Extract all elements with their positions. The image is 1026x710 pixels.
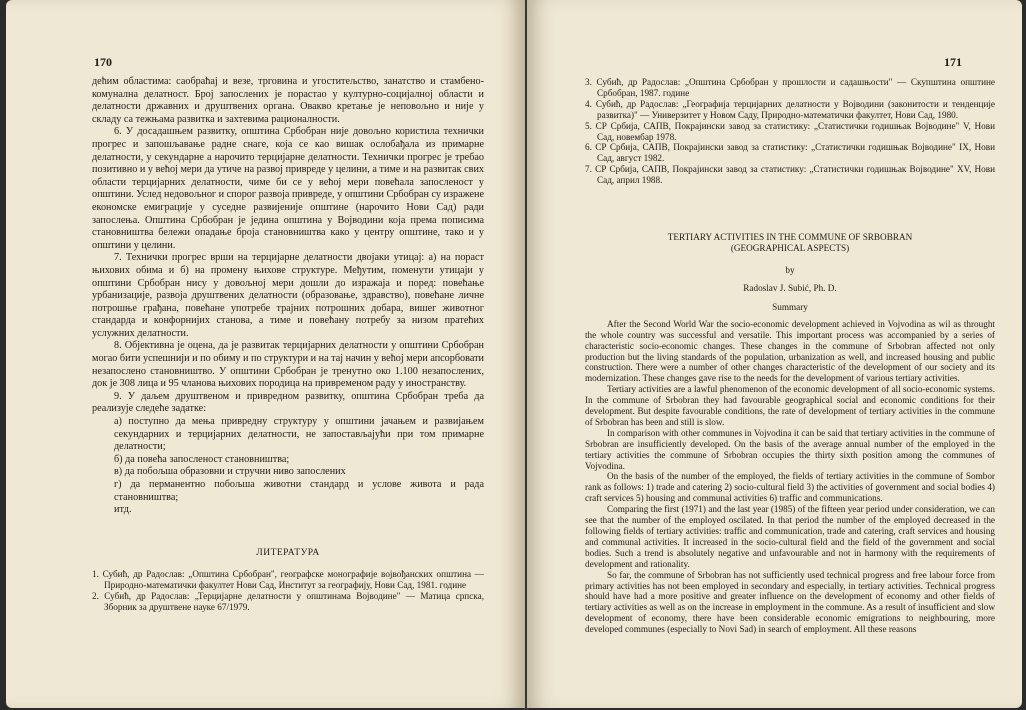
reference-item: 5. СР Србија, САПВ, Покрајински завод за статистику: „Статистички годишњак Војводине" V, Нови Сад, новембар 1978. <box>585 120 995 142</box>
left-text-column <box>92 76 484 613</box>
summary-title-line: TERTIARY ACTIVITIES IN THE COMMUNE OF SRBOBRAN <box>667 232 913 243</box>
reference-item: 4. Субић, др Радослав: „Географија терцијарних делатности у Војводини (законитости и тенденције развитка)" — Универзитет у Новом Саду, Природно-математички факултет, Нови Сад, 1980. <box>585 98 995 120</box>
paragraph: 6. У досадашњем развитку, општина Србобран није довољно користила технички прогрес и запошљавање радне снаге, која се као вишак ослобађала из примарне делатности, у секундарне а нарочито терцијарне делатности. Технички прогрес је требао позитивно и у већој мери да утиче на развој привреде у целини, а тиме и на развитак свих области терцијарних делатности, чиме би се у већој мери повећала запосленост у општини. Услед недовољног и спорог развоја привреде, у општини Србобран су изражене економске емиграције у суседне развијеније општине (нарочито Нови Сад) ради запослења. Општина Србобран је једина општина у Војводини која према пописима становништва бележи опадање броја становништва како у центру општине, тако и у општини у целини. <box>92 126 484 251</box>
references-list <box>92 569 484 612</box>
task-item: итд. <box>114 504 132 516</box>
paragraph: 7. Технички прогрес врши на терцијарне делатности двојаки утицај: а) на пораст њихових обима и б) на промену њихове структуре. Међутим, поменути утицаји у општини Србобран нису у довољној мери дошли до изражаја и поред: повећање урбанизације, развоја друштвених делатности (образовање, здравство), повећане личне потрошње грађана, повећане употребе трајних потрошних добара, вишег животног стандарда и конфорнијих станова, а тиме и повећану потребу за низом пратећих услужних делатности. <box>92 252 484 339</box>
paragraph: 9. У даљем друштвеном и привредном развитку, општина Србобран треба да реализује следеће задатке: <box>92 390 484 415</box>
task-item: в) да побољша образовни и стручни ниво запослених <box>114 466 346 478</box>
references-heading: ЛИТЕРАТУРА <box>256 547 320 558</box>
paragraph: дећим областима: саобраћај и везе, трговина и угоститељство, занатство и стамбено-комунална делатност. Број запослених је порастао у културно-социјалној области и делатности државних и друштвених органа. Овакво кретање је неповољно и није у складу са тежњама развитка и захтевима рационалности. <box>92 76 484 125</box>
right-text-column <box>585 77 995 635</box>
summary-paragraph: Comparing the first (1971) and the last year (1985) of the fifteen year period under consideration, we can see that the number of the employed oscilated. In that period the number of the employed decreased in the following fields of tertiary activities: traffic and communication, trade and catering, craft services and housing and communal activities. It increased in the socio-cultural field and the field of the government and social bodies. Such a trend is absolutely negative and unfavourable and not in harmony with the requirements of development and rationality. <box>585 504 995 569</box>
summary-paragraph: After the Second World War the socio-economic development achieved in Vojvodina as wil as throught the whole country was successful and versatile. This important process was accompanied by a series of characteristic socio-economic changes. These changes in the commune of Srbobran affected not only production but the living standards of the population, urbanization as well, and increased housing and public construction. There were a number of other changes characteristic of the development of our society and its modernization. These changes gave rise to the needs for the development of various tertiary activities. <box>585 318 995 384</box>
task-item: г) да перманентно побољша животни стандард и услове живота и рада становништва; <box>114 479 484 503</box>
right-page-number: 171 <box>944 55 962 69</box>
right-page <box>527 0 1022 708</box>
author-name: Radoslav J. Subić, Ph. D. <box>743 282 837 293</box>
paragraph: 8. Објективна је оцена, да је развитак терцијарних делатности у општини Србобран могао бити успешнији и по обиму и по структури и на тај начин у већој мери апсорбовати незапослено становништво. У општини Србобран је тренутно око 1.100 незапослених, док је 308 лица и 95 чланова њихових породица на привременом раду у иностранству. <box>92 340 484 390</box>
left-page <box>6 0 525 708</box>
reference-item: 6. СР Србија, САПВ, Покрајински завод за статистику: „Статистички годишњак Војводине" IX, Нови Сад, август 1982. <box>585 142 995 164</box>
task-item: а) поступно да мења привредну структуру у општини јачањем и развијањем секундарних и терцијарних делатности, не запостављајући при том примарне делатности; <box>114 416 484 453</box>
summary-title <box>585 232 995 254</box>
reference-item: 2. Субић, др Радослав: „Терцијарне делатности у општинама Војводине" — Матица српска, Зборник за друштвене науке 67/1979. <box>92 590 484 612</box>
reference-item: 7. СР Србија, САПВ, Покрајински завод за статистику: „Статистички годишњак Војводине" XV, Нови Сад, април 1988. <box>585 164 995 186</box>
reference-item: 3. Субић, др Радослав: „Општина Србобран у прошлости и садашњости" — Скупштина општине Србобран, 1987. године <box>585 77 995 98</box>
summary-paragraph: Tertiary activities are a lawful phenomenon of the economic development of all socio-economic systems. In the commune of Srbobran they had favourable geographical social and economic conditions for their development. But despite favourable conditions, the rate of development of tertiary activities in the commune of Srbobran has been and still is slow. <box>585 384 995 427</box>
summary-paragraph: On the basis of the number of the employed, the fields of tertiary activities in the commune of Sombor rank as follows: 1) trade and catering 2) socio-cultural field 3) the activities of government and social bodies 4) craft services 5) housing and communal activities 6) traffic and communications. <box>585 471 995 504</box>
task-item: б) да повећа запосленост становништва; <box>114 453 290 465</box>
references-list <box>585 77 995 186</box>
byline: by <box>785 265 795 276</box>
summary-heading: Summary <box>772 301 808 312</box>
summary-paragraph: In comparison with other communes in Vojvodina it can be said that tertiary activities in the commune of Srbobran are insufficiently developed. On the basis of the average annual number of the employed in the tertiary activities the commune of Srbobran occupies the thirty sixth position among the communes of Vojvodina. <box>585 427 995 471</box>
summary-title-line: (GEOGRAPHICAL ASPECTS) <box>730 243 850 254</box>
reference-item: 1. Субић, др Радослав: „Општина Србобран", географске монографије војвођанских општина — Природно-математички факултет Нови Сад, Институт за географију, Нови Сад, 1981. године <box>92 569 484 591</box>
left-page-number: 170 <box>94 55 112 69</box>
summary-paragraph: So far, the commune of Srbobran has not sufficiently used technical progress and free labour force from primary activities has not been employed in secondary and especially, in tertiary activities. Technical progress should have had a more positive and greater influence on the development of economy and other fields of tertiary activities as well as on the increase in employment in the commune. As a result of insufficient and slow development of economy, there have been considerable economic emigrations to neighbouring, more developed communes (especially to Novi Sad) in search of employment. All these reasons <box>585 569 995 635</box>
